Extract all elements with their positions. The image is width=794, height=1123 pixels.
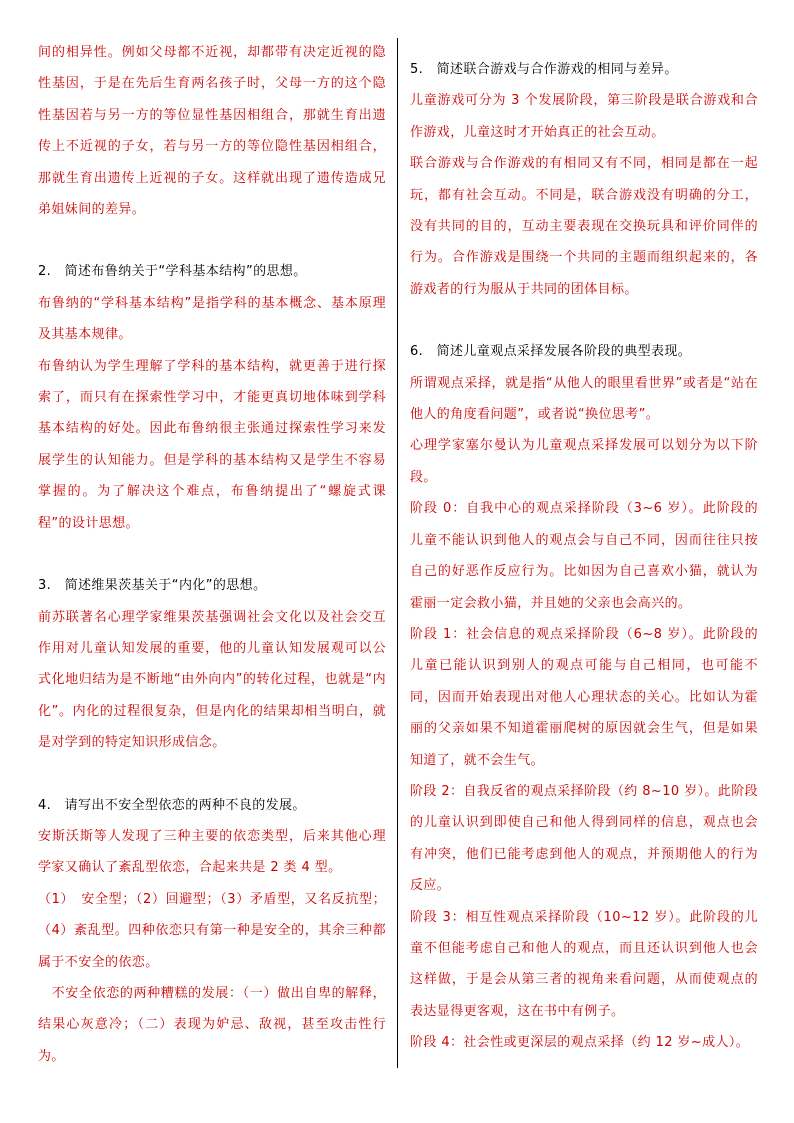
answer-6-stage-3: 阶段 3：相互性观点采择阶段（10~12 岁）。此阶段的儿童不但能考虑自己和他人的观点，而且还认识到他人也会这样做，于是会从第三者的视角来看问题，从而使观点的表达显得更客观，这在书中有例子。 xyxy=(410,909,758,1019)
question-6: 6. 简述儿童观点采择发展各阶段的典型表现。 xyxy=(410,344,692,360)
answer-2-paragraph-2: 布鲁纳认为学生理解了学科的基本结构，就更善于进行探索了，而只有在探索性学习中，才能更真切地体味到学科基本结构的好处。因此布鲁纳很主张通过探索性学习来发展学生的认知能力。但是学科的基本结构又是学生不容易掌握的。为了解决这个难点，布鲁纳提出了“螺旋式课程”的设计思想。 xyxy=(38,358,386,531)
answer-6-stage-0: 阶段 0：自我中心的观点采择阶段（3~6 岁）。此阶段的儿童不能认识到他人的观点会与自己不同，因而往往只按自己的好恶作反应行为。比如因为自己喜欢小猫，就认为霍丽一定会救小猫，并且她的父亲也会高兴的。 xyxy=(410,501,758,611)
question-5: 5. 简述联合游戏与合作游戏的相同与差异。 xyxy=(410,62,678,77)
genetics-paragraph: 间的相异性。例如父母都不近视，却都带有决定近视的隐性基因，于是在先后生育两名孩子时，父母一方的这个隐性基因若与另一方的等位显性基因相组合，那就生育出遗传上不近视的子女，若与另一方的等位隐性基因相组合，那就生育出遗传上近视的子女。这样就出现了遗传造成兄弟姐妹间的差异。 xyxy=(38,45,386,218)
question-2: 2. 简述布鲁纳关于“学科基本结构”的思想。 xyxy=(38,264,307,280)
answer-6-stage-1: 阶段 1：社会信息的观点采择阶段（6~8 岁）。此阶段的儿童已能认识到别人的观点可能与自己相同，也可能不同，因而开始表现出对他人心理状态的关心。比如认为霍丽的父亲如果不知道霍丽爬树的原因就会生气，但是如果知道了，就不会生气。 xyxy=(410,626,758,768)
answer-2-paragraph-1: 布鲁纳的“学科基本结构”是指学科的基本概念、基本原理及其基本规律。 xyxy=(38,295,386,343)
answer-6-paragraph-1: 所谓观点采择，就是指“从他人的眼里看世界”或者是“站在他人的角度看问题”，或者说“换位思考”。 xyxy=(410,375,758,423)
answer-5-paragraph-2: 联合游戏与合作游戏的有相同又有不同，相同是都在一起玩，都有社会互动。不同是，联合游戏没有明确的分工，没有共同的目的，互动主要表现在交换玩具和评价同伴的行为。合作游戏是围绕一个共同的主题而组织起来的，各游戏者的行为服从于共同的团体目标。 xyxy=(410,156,758,297)
answer-4-paragraph-1: 安斯沃斯等人发现了三种主要的依恋类型，后来其他心理学家又确认了紊乱型依恋，合起来共是 2 类 4 型。 xyxy=(38,828,386,876)
question-3: 3. 简述维果茨基关于“内化”的思想。 xyxy=(38,578,267,594)
answer-5-paragraph-1: 儿童游戏可分为 3 个发展阶段，第三阶段是联合游戏和合作游戏，儿童这时才开始真正的社会互动。 xyxy=(410,93,758,140)
answer-6-paragraph-2: 心理学家塞尔曼认为儿童观点采择发展可以划分为以下阶段。 xyxy=(410,438,758,485)
answer-6-stage-2: 阶段 2：自我反省的观点采择阶段（约 8~10 岁）。此阶段的儿童认识到即使自己和他人得到同样的信息，观点也会有冲突，他们已能考虑到他人的观点，并预期他人的行为反应。 xyxy=(410,783,758,894)
answer-4-paragraph-3: 不安全依恋的两种糟糕的发展：（一）做出自卑的解释，结果心灰意冷；（二）表现为妒忌、敌视，甚至攻击性行为。 xyxy=(38,985,386,1064)
left-column xyxy=(38,37,386,1072)
answer-3-paragraph-1: 前苏联著名心理学家维果茨基强调社会文化以及社会交互作用对儿童认知发展的重要，他的儿童认知发展观可以公式化地归结为是不断地“由外向内”的转化过程，也就是“内化”。内化的过程很复杂，但是内化的结果却相当明白，就是对学到的特定知识形成信念。 xyxy=(38,609,386,751)
question-4: 4. 请写出不安全型依恋的两种不良的发展。 xyxy=(38,797,306,813)
right-column xyxy=(410,37,758,1059)
column-divider xyxy=(397,38,398,1068)
answer-6-stage-4: 阶段 4：社会性或更深层的观点采择（约 12 岁~成人）。 xyxy=(410,1035,750,1051)
answer-4-paragraph-2: （1） 安全型；（2）回避型；（3）矛盾型，又名反抗型；（4）紊乱型。四种依恋只有第一种是安全的，其余三种都属于不安全的依恋。 xyxy=(38,891,386,970)
